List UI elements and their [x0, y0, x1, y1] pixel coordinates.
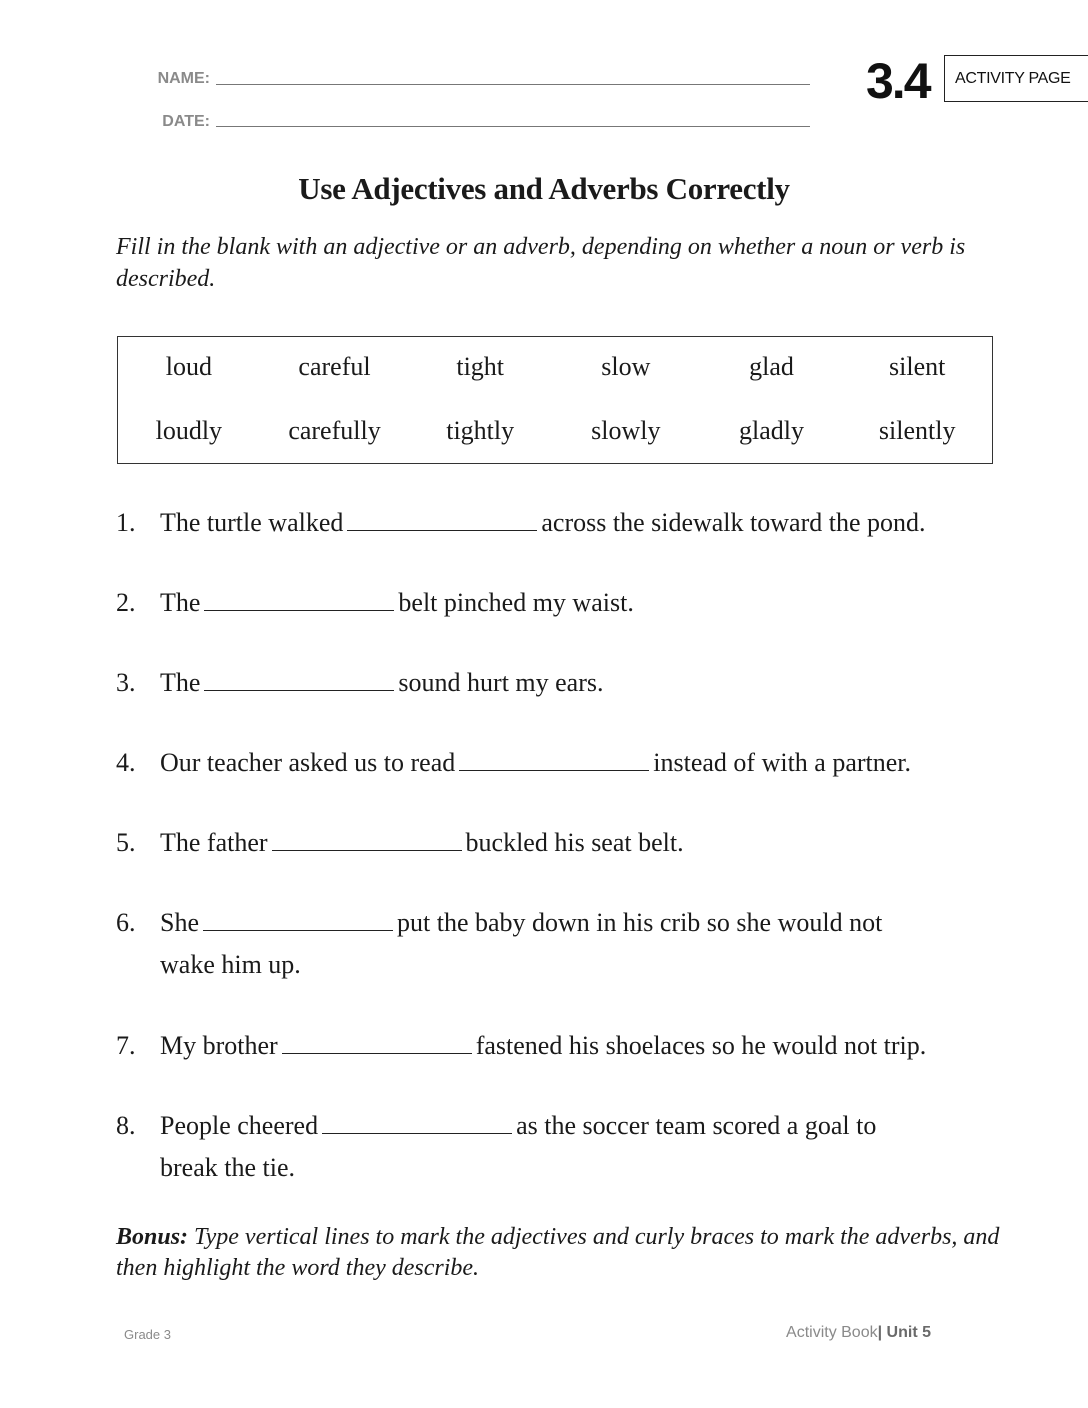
instructions: Fill in the blank with an adjective or an adverb, depending on whether a noun or verb is described. — [116, 234, 966, 292]
question-number: 5. — [116, 828, 136, 857]
word-bank-item: loudly — [155, 416, 223, 445]
question-number: 3. — [116, 668, 136, 697]
question-text-after: belt pinched my waist. — [398, 588, 634, 617]
answer-blank[interactable] — [347, 506, 537, 531]
word-bank-item: tight — [456, 352, 505, 381]
answer-blank[interactable] — [203, 906, 393, 931]
word-bank-item: silently — [878, 416, 956, 445]
activity-page-label: ACTIVITY PAGE — [955, 69, 1071, 87]
word-bank-item: gladly — [739, 416, 805, 445]
question-text-after: sound hurt my ears. — [398, 668, 604, 697]
answer-blank[interactable] — [204, 586, 394, 611]
word-bank-item: slow — [601, 352, 651, 381]
adjective-row — [116, 352, 990, 382]
question-text-after: instead of with a partner. — [653, 748, 912, 777]
word-bank-item: careful — [298, 352, 371, 381]
bonus-instructions — [116, 1222, 1006, 1284]
date-line[interactable] — [216, 126, 810, 127]
word-bank-item: silent — [889, 352, 946, 381]
footer-separator: | — [877, 1324, 883, 1341]
word-bank-item: loud — [165, 352, 212, 381]
question-text-after: put the baby down in his crib so she would not — [397, 908, 883, 937]
question-text-continued: wake him up. — [160, 950, 301, 979]
question-text-before: The — [160, 668, 201, 697]
name-line[interactable] — [216, 84, 810, 85]
question-text-continued: break the tie. — [160, 1153, 295, 1182]
question-number: 1. — [116, 508, 136, 537]
word-bank-item: glad — [749, 352, 794, 381]
question-text-before: People cheered — [160, 1111, 319, 1140]
question-text-before: My brother — [160, 1031, 278, 1060]
word-bank-item: slowly — [591, 416, 661, 445]
footer-book: Activity Book — [786, 1324, 878, 1341]
word-bank-item: carefully — [288, 416, 381, 445]
question-number: 6. — [116, 908, 136, 937]
answer-blank[interactable] — [272, 826, 462, 851]
page-title: Use Adjectives and Adverbs Correctly — [298, 171, 790, 206]
question-text-before: Our teacher asked us to read — [160, 748, 456, 777]
answer-blank[interactable] — [204, 666, 394, 691]
question-number: 7. — [116, 1031, 136, 1060]
date-label: DATE: — [162, 113, 210, 130]
answer-blank[interactable] — [322, 1109, 512, 1134]
question-text-before: The — [160, 588, 201, 617]
question-text-after: as the soccer team scored a goal to — [516, 1111, 877, 1140]
answer-blank[interactable] — [459, 746, 649, 771]
name-label: NAME: — [157, 70, 210, 87]
footer-book-unit — [786, 1324, 931, 1342]
bonus-label: Bonus: — [116, 1224, 189, 1250]
adverb-row — [116, 416, 990, 446]
question-number: 8. — [116, 1111, 136, 1140]
question-text-after: fastened his shoelaces so he would not trip. — [475, 1031, 927, 1060]
question-number: 2. — [116, 588, 136, 617]
word-bank-item: tightly — [446, 416, 515, 445]
question-text-before: The father — [160, 828, 268, 857]
answer-blank[interactable] — [282, 1029, 472, 1054]
footer-grade: Grade 3 — [124, 1327, 171, 1342]
question-text-after: buckled his seat belt. — [465, 828, 684, 857]
footer-unit: Unit 5 — [886, 1324, 931, 1341]
activity-page-badge — [944, 55, 1088, 102]
word-bank — [117, 336, 993, 464]
question-text-after: across the sidewalk toward the pond. — [541, 508, 926, 537]
bonus-text: Type vertical lines to mark the adjectives and curly braces to mark the adverbs, and then highlight the word they describe. — [116, 1224, 1000, 1281]
question-number: 4. — [116, 748, 136, 777]
question-text-before: She — [160, 908, 199, 937]
question-text-before: The turtle walked — [160, 508, 344, 537]
page-number: 3.4 — [866, 53, 930, 109]
